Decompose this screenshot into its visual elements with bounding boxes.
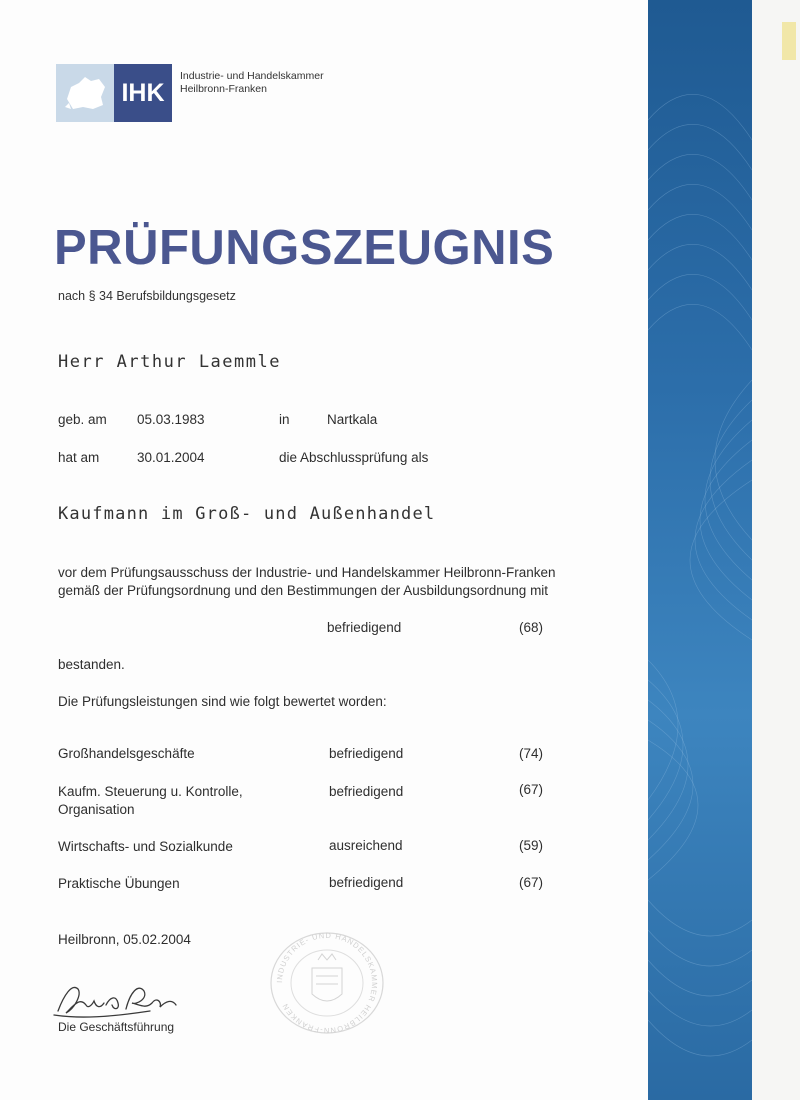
birth-date: 05.03.1983 (137, 412, 205, 427)
result-grade: befriedigend (329, 875, 404, 890)
signature-label: Die Geschäftsführung (58, 1020, 175, 1034)
result-subject-cont: Organisation (58, 802, 135, 817)
result-grade: ausreichend (329, 838, 403, 853)
result-subject: Praktische Übungen (58, 876, 180, 891)
logo-text: IHK (114, 64, 172, 122)
organization-line1: Industrie- und Handelskammer (180, 70, 324, 82)
organization-name (180, 70, 324, 96)
result-grade: befriedigend (329, 746, 404, 761)
overall-score: (68) (519, 620, 544, 635)
results-intro: Die Prüfungsleistungen sind wie folgt bewertet worden: (58, 694, 387, 709)
passed-text: bestanden. (58, 657, 125, 672)
ihk-logo (56, 64, 172, 122)
result-score: (67) (519, 875, 544, 890)
person-name: Herr Arthur Laemmle (58, 352, 281, 372)
place-date: Heilbronn, 05.02.2004 (58, 932, 191, 947)
decorative-side-band (648, 0, 752, 1100)
committee-line2: gemäß der Prüfungsordnung und den Bestimmungen der Ausbildungsordnung mit (58, 583, 549, 598)
profession-title: Kaufmann im Groß- und Außenhandel (58, 504, 436, 524)
result-subject: Kaufm. Steuerung u. Kontrolle, (58, 784, 243, 799)
birth-place: Nartkala (327, 412, 378, 427)
result-grade: befriedigend (329, 784, 404, 799)
result-score: (67) (519, 782, 544, 797)
exam-text: die Abschlussprüfung als (279, 450, 429, 465)
signature-image (50, 975, 190, 1025)
result-subject: Wirtschafts- und Sozialkunde (58, 839, 233, 854)
exam-date: 30.01.2004 (137, 450, 205, 465)
committee-line1: vor dem Prüfungsausschuss der Industrie- und Handelskammer Heilbronn-Franken (58, 565, 556, 580)
organization-line2: Heilbronn-Franken (180, 83, 267, 95)
svg-text:INDUSTRIE- UND HANDELSKAMMER H: INDUSTRIE- UND HANDELSKAMMER HEILBRONN-FRANKEN (274, 930, 380, 1036)
guilloche-pattern (648, 0, 752, 1100)
place-label: in (279, 412, 290, 427)
exam-label: hat am (58, 450, 100, 465)
page-subtitle: nach § 34 Berufsbildungsgesetz (58, 289, 236, 303)
page-edge (752, 0, 800, 1100)
seal-stamp (266, 928, 388, 1038)
result-score: (74) (519, 746, 544, 761)
edge-mark (782, 22, 796, 60)
result-subject: Großhandelsgeschäfte (58, 746, 195, 761)
region-map-icon (56, 64, 114, 122)
overall-grade: befriedigend (327, 620, 402, 635)
born-label: geb. am (58, 412, 107, 427)
page-title: PRÜFUNGSZEUGNIS (54, 221, 555, 275)
result-score: (59) (519, 838, 544, 853)
